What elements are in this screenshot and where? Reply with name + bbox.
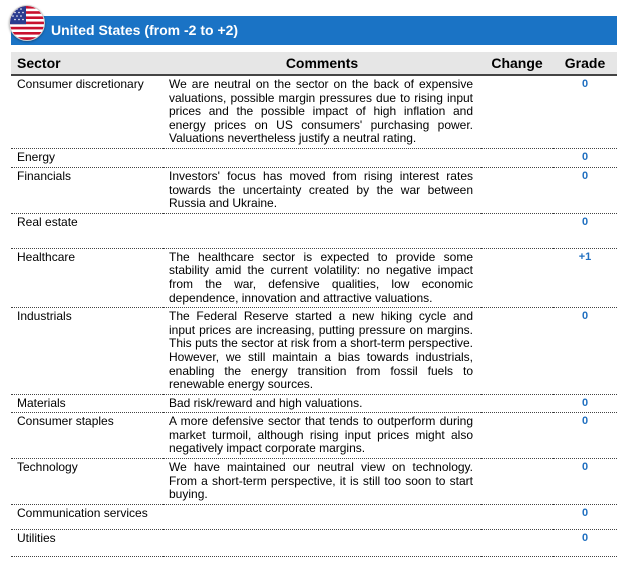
sector-grade: 0 — [553, 148, 617, 167]
column-header-sector: Sector — [11, 52, 163, 75]
sector-name: Energy — [11, 148, 163, 167]
sector-change — [481, 308, 553, 395]
sector-comment — [163, 529, 481, 556]
sector-outlook-panel — [11, 4, 617, 557]
column-header-comments: Comments — [163, 52, 481, 75]
sector-name: Materials — [11, 394, 163, 413]
sector-grade: 0 — [553, 529, 617, 556]
sector-name: Technology — [11, 459, 163, 505]
sector-comment: A more defensive sector that tends to outperform during market turmoil, although rising input prices might also negatively impact corporate margins. — [163, 413, 481, 459]
sector-name: Utilities — [11, 529, 163, 556]
sector-change — [481, 459, 553, 505]
sector-grade: 0 — [553, 413, 617, 459]
table-row — [11, 167, 617, 213]
table-header-row — [11, 52, 617, 75]
sector-comment: We have maintained our neutral view on technology. From a short-term perspective, it is still too soon to start buying. — [163, 459, 481, 505]
sector-change — [481, 213, 553, 248]
table-row — [11, 75, 617, 148]
sector-change — [481, 75, 553, 148]
us-flag-icon — [9, 5, 45, 41]
sector-table — [11, 52, 617, 557]
sector-comment: We are neutral on the sector on the back of expensive valuations, possible margin pressures due to rising input prices and the possible impact of high inflation and energy prices on US consumers' purchasing power. Valuations nevertheless justify a neutral rating. — [163, 75, 481, 148]
sector-grade: 0 — [553, 167, 617, 213]
sector-change — [481, 413, 553, 459]
sector-comment: Investors' focus has moved from rising interest rates towards the uncertainty created by the war between Russia and Ukraine. — [163, 167, 481, 213]
sector-comment: The healthcare sector is expected to provide some stability amid the current volatility: no negative impact from the war, defensive qualities, low economic dependence, innovation and attractive valuations. — [163, 248, 481, 307]
sector-comment — [163, 504, 481, 529]
sector-grade: 0 — [553, 308, 617, 395]
sector-name: Financials — [11, 167, 163, 213]
table-row — [11, 148, 617, 167]
sector-comment: The Federal Reserve started a new hiking cycle and input prices are increasing, putting pressure on margins. This puts the sector at risk from a short-term perspective. However, we still maintain a bias towards industrials, enabling the energy transition from fossil fuels to renewable energy sources. — [163, 308, 481, 395]
table-row — [11, 413, 617, 459]
sector-name: Consumer discretionary — [11, 75, 163, 148]
sector-change — [481, 504, 553, 529]
column-header-change: Change — [481, 52, 553, 75]
sector-comment — [163, 213, 481, 248]
sector-name: Consumer staples — [11, 413, 163, 459]
region-banner — [11, 4, 617, 44]
sector-grade: 0 — [553, 394, 617, 413]
column-header-grade: Grade — [553, 52, 617, 75]
table-row — [11, 213, 617, 248]
table-row — [11, 394, 617, 413]
sector-change — [481, 394, 553, 413]
sector-grade: 0 — [553, 213, 617, 248]
table-row — [11, 308, 617, 395]
table-row — [11, 529, 617, 556]
sector-grade: 0 — [553, 504, 617, 529]
table-row — [11, 459, 617, 505]
sector-comment: Bad risk/reward and high valuations. — [163, 394, 481, 413]
sector-name: Healthcare — [11, 248, 163, 307]
sector-change — [481, 167, 553, 213]
sector-name: Communication services — [11, 504, 163, 529]
table-row — [11, 504, 617, 529]
sector-grade: 0 — [553, 459, 617, 505]
sector-change — [481, 248, 553, 307]
sector-name: Real estate — [11, 213, 163, 248]
sector-grade: +1 — [553, 248, 617, 307]
sector-name: Industrials — [11, 308, 163, 395]
sector-change — [481, 148, 553, 167]
table-row — [11, 248, 617, 307]
region-title: United States (from -2 to +2) — [51, 22, 239, 38]
sector-change — [481, 529, 553, 556]
sector-grade: 0 — [553, 75, 617, 148]
sector-comment — [163, 148, 481, 167]
